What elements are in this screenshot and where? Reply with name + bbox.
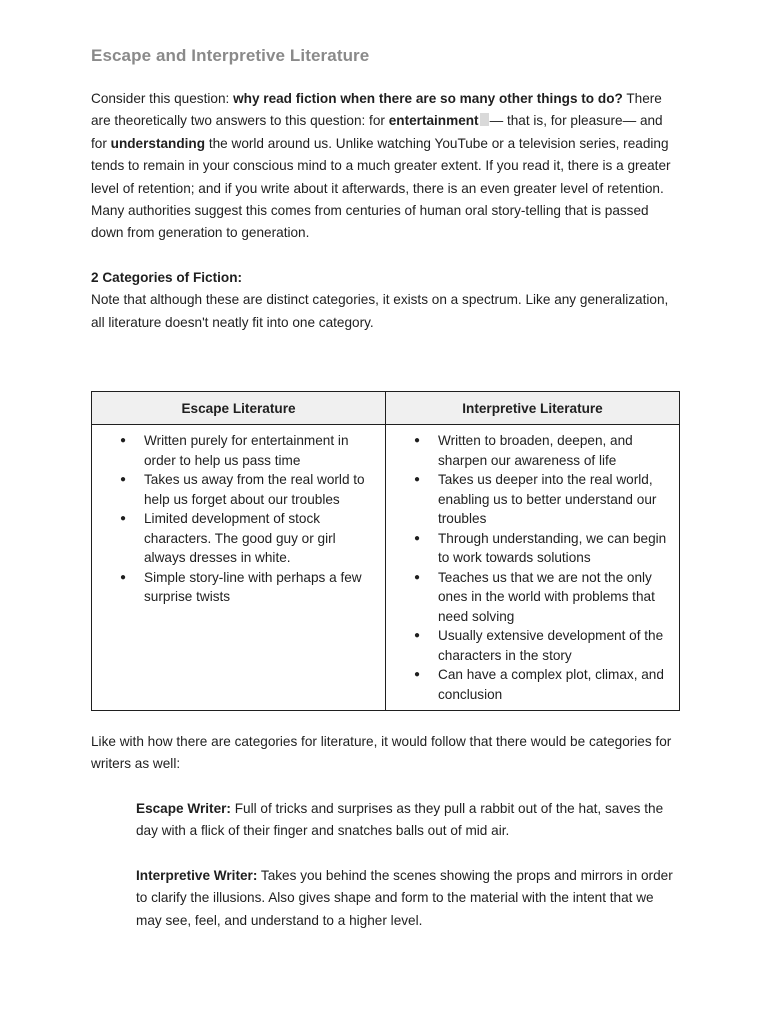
list-item: ● Simple story-line with perhaps a few surprise twists — [120, 568, 375, 607]
list-item: ● Written to broaden, deepen, and sharpen our awareness of life — [414, 431, 669, 470]
escape-cell — [92, 425, 386, 711]
header-interpretive: Interpretive Literature — [386, 392, 680, 425]
intro-text-2: There are theoretically two answers to this question: for — [91, 91, 662, 129]
interpretive-writer-text: Takes you behind the scenes showing the props and mirrors in order to clarify the illusions. Also gives shape and form to the material with the intent that we may see, feel, and understand to a higher level. — [136, 867, 673, 928]
interpretive-writer-label: Interpretive Writer: — [136, 867, 258, 883]
interpretive-cell — [386, 425, 680, 711]
intro-question: why read fiction when there are so many other things to do? — [233, 91, 623, 106]
intro-text-1: Consider this question: — [91, 91, 234, 106]
comparison-table — [91, 391, 680, 711]
list-item: ● Can have a complex plot, climax, and conclusion — [414, 665, 669, 704]
list-item: ● Takes us away from the real world to help us forget about our troubles — [120, 470, 375, 509]
document-page — [91, 46, 681, 932]
list-item: ● Written purely for entertainment in order to help us pass time — [120, 431, 375, 470]
page-title: Escape and Interpretive Literature — [91, 46, 370, 65]
writers-intro: Like with how there are categories for literature, it would follow that there would be categories for writers as well: — [91, 734, 672, 772]
escape-list — [120, 431, 375, 607]
interpretive-list — [414, 431, 669, 704]
list-item: ● Takes us deeper into the real world, enabling us to better understand our troubles — [414, 470, 669, 529]
intro-entertainment: entertainment — [388, 113, 479, 129]
header-escape: Escape Literature — [92, 392, 386, 425]
intro-understanding: understanding — [110, 135, 206, 151]
intro-paragraph — [91, 88, 681, 245]
escape-writer-text: Full of tricks and surprises as they pull a rabbit out of the hat, saves the day with a flick of their finger and snatches balls out of mid air. — [136, 800, 664, 839]
interpretive-writer-paragraph — [136, 865, 681, 932]
list-item: ● Limited development of stock characters. The good guy or girl always dresses in white. — [120, 509, 375, 568]
list-item: ● Usually extensive development of the characters in the story — [414, 626, 669, 665]
escape-writer-label: Escape Writer: — [136, 800, 231, 816]
list-item: ● Through understanding, we can begin to work towards solutions — [414, 529, 669, 568]
categories-heading: 2 Categories of Fiction: — [91, 269, 243, 285]
list-item: ● Teaches us that we are not the only ones in the world with problems that need solving — [414, 568, 669, 627]
intro-text-4: the world around us. Unlike watching YouTube or a television series, reading tends to remain in your conscious mind to a much greater extent. If you read it, there is a greater level of retention; and if you write about it afterwards, there is an even greater level of retention. Many authorities suggest this comes from centuries of human oral story-telling that is passed down from generation to generation. — [91, 135, 671, 241]
cursor-mark — [480, 113, 489, 126]
categories-block — [91, 267, 681, 334]
categories-note: Note that although these are distinct categories, it exists on a spectrum. Like any generalization, all literature doesn't neatly fit into one category. — [91, 292, 669, 330]
intro-text-3: — that is, for pleasure— and for — [91, 113, 663, 151]
escape-writer-paragraph — [136, 798, 681, 843]
